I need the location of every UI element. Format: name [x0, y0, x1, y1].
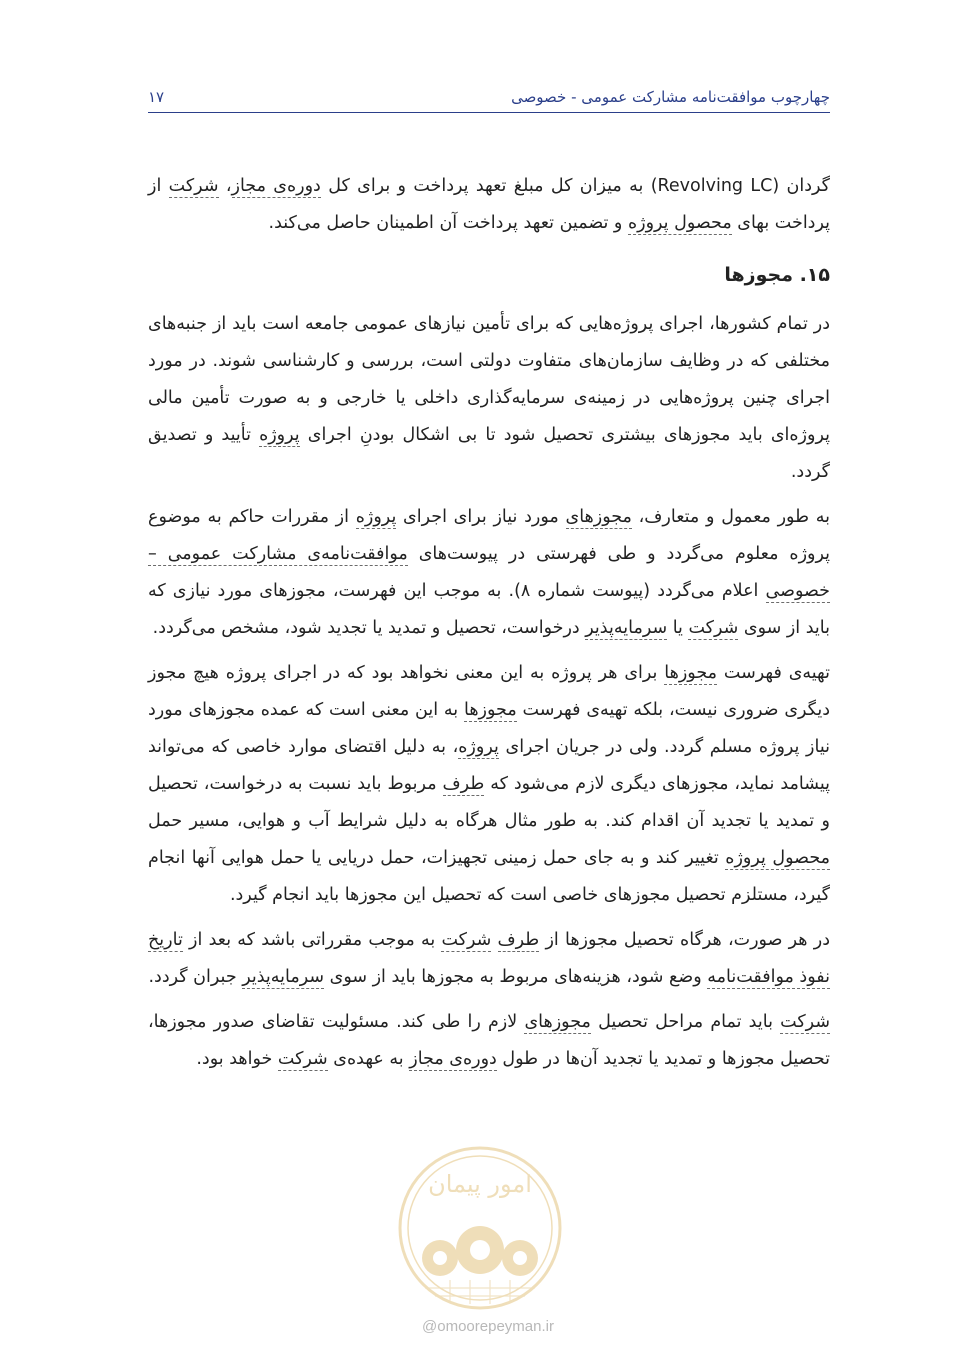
- paragraph-5: [148, 1004, 830, 1078]
- text-span: تهیه‌ی فهرست: [717, 663, 830, 683]
- text-span: ، به دلیل اقتضای موارد خاصی که می‌تواند پیشامد نماید، مجوزهای دیگری لازم می‌شود که: [148, 737, 831, 794]
- term-link: پروژه: [259, 425, 300, 445]
- text-span: ،: [218, 176, 232, 196]
- text-span: یا: [667, 618, 689, 638]
- term-link: طرف: [442, 774, 485, 794]
- text-span: به این معنی است که عمده مجوزهای مورد نیاز پروژه مسلم گردد. ولی در جریان اجرای: [148, 700, 830, 757]
- paragraph-4: [148, 922, 830, 996]
- text-span: در تمام کشورها، اجرای پروژه‌هایی که برای تأمین نیازهای عمومی جامعه است باید از جنبه‌های مختلفی که در وظایف سازمان‌های متفاوت دولتی است، بررسی و کارشناسی شوند. در مورد اجرای چنین پروژه‌هایی در زمینه‌ی سرمایه‌گذاری داخلی یا خارجی و به صورت تأمین مالی پروژه‌ای باید مجوزهای بیشتری تحصیل شود تا بی اشکال بودنِ اجرای: [148, 314, 830, 445]
- term-link: مجوزها: [464, 700, 517, 720]
- term-link: پروژه: [458, 737, 499, 757]
- term-link: تاریخ نفوذ موافقت‌نامه: [148, 930, 830, 987]
- seal-text: امور پیمان: [428, 1170, 532, 1198]
- text-span: در هر صورت، هرگاه تحصیل مجوزها از: [539, 930, 830, 950]
- header-title: چهارچوب موافقت‌نامه مشارکت عمومی - خصوصی: [511, 88, 830, 106]
- term-link: طرف: [497, 930, 540, 950]
- page-number: ۱۷: [148, 88, 165, 106]
- text-span: از پرداخت بهای: [148, 176, 830, 233]
- paragraph-intro: [148, 168, 830, 242]
- page-header: [148, 84, 830, 113]
- text-span: تأیید و تصدیق گردد.: [148, 425, 830, 482]
- watermark-text: @omoorepeyman.ir: [422, 1318, 554, 1335]
- text-span: باید تمام مراحل تحصیل: [590, 1012, 781, 1032]
- section-heading: ۱۵. مجوزها: [724, 264, 830, 286]
- paragraph-1: [148, 306, 830, 491]
- text-span: و تضمین تعهد پرداخت آن اطمینان حاصل می‌کند.: [268, 213, 628, 233]
- seal-logo-icon: [385, 1140, 575, 1315]
- paragraph-2: [148, 499, 830, 647]
- term-link: شرکت: [441, 930, 492, 950]
- text-span: برای هر پروژه به این معنی نخواهد بود که در اجرای پروژه هیچ مجوز دیگری ضروری نیست، بلکه تهیه‌ی فهرست: [148, 663, 831, 720]
- text-span: [491, 930, 497, 950]
- text-span: جبران گردد.: [148, 967, 243, 987]
- term-link: شرکت: [277, 1049, 328, 1069]
- text-span: اعلام می‌گردد (پیوست شماره ۸). به موجب این فهرست، مجوزهای مورد نیازی که باید از سوی: [148, 581, 830, 638]
- text-span: مربوط باید نسبت به درخواست، تحصیل و تمدید یا تجدید آن اقدام کند. به طور مثال هرگاه به دلیل شرایط آب و هوایی، مسیر حمل: [148, 774, 830, 831]
- text-span: تغییر کند و به جای حمل زمینی تجهیزات، حمل دریایی یا حمل هوایی آنها انجام گیرد، مستلزم تحصیل مجوزهای خاصی است که تحصیل این مجوزها باید انجام گیرد.: [148, 848, 830, 905]
- text-span: گردان (Revolving LC) به میزان کل مبلغ تعهد پرداخت و برای کل: [320, 176, 831, 196]
- text-span: از مقررات حاکم به موضوع پروژه معلوم می‌گردد و طی فهرستی در پیوست‌های: [148, 507, 830, 564]
- term-link: مجوزهای: [524, 1012, 591, 1032]
- term-link: موافقت‌نامه‌ی مشارکت عمومی – خصوصی: [148, 544, 830, 601]
- text-span: مورد نیاز برای اجرای: [396, 507, 566, 527]
- paragraph-3: [148, 655, 830, 914]
- term-link: محصول پروژه: [627, 213, 732, 233]
- term-link: سرمایه‌پذیر: [585, 618, 668, 638]
- term-link: شرکت: [688, 618, 739, 638]
- term-link: مجوزها: [664, 663, 718, 683]
- term-link: دوره‌ی مجاز: [409, 1049, 497, 1069]
- term-link: شرکت: [168, 176, 219, 196]
- text-span: وضع شود، هزینه‌های مربوط به مجوزها باید از سوی: [324, 967, 708, 987]
- text-span: درخواست، تحصیل و تمدید یا تجدید شود، مشخص می‌گردد.: [152, 618, 586, 638]
- term-link: شرکت: [780, 1012, 830, 1032]
- text-span: لازم را طی کند. مسئولیت تقاضای صدور مجوزها، تحصیل مجوزها و تمدید یا تجدید آن‌ها در طول: [148, 1012, 830, 1069]
- term-link: مجوزهای: [565, 507, 632, 527]
- text-span: به عهده‌ی: [327, 1049, 410, 1069]
- text-span: به طور معمول و متعارف،: [631, 507, 830, 527]
- term-link: دوره‌ی مجاز: [231, 176, 321, 196]
- term-link: محصول پروژه: [725, 848, 830, 868]
- document-body: [148, 168, 830, 1086]
- text-span: به موجب مقرراتی باشد که بعد از: [182, 930, 442, 950]
- term-link: سرمایه‌پذیر: [242, 967, 325, 987]
- term-link: پروژه: [355, 507, 397, 527]
- text-span: خواهد بود.: [196, 1049, 278, 1069]
